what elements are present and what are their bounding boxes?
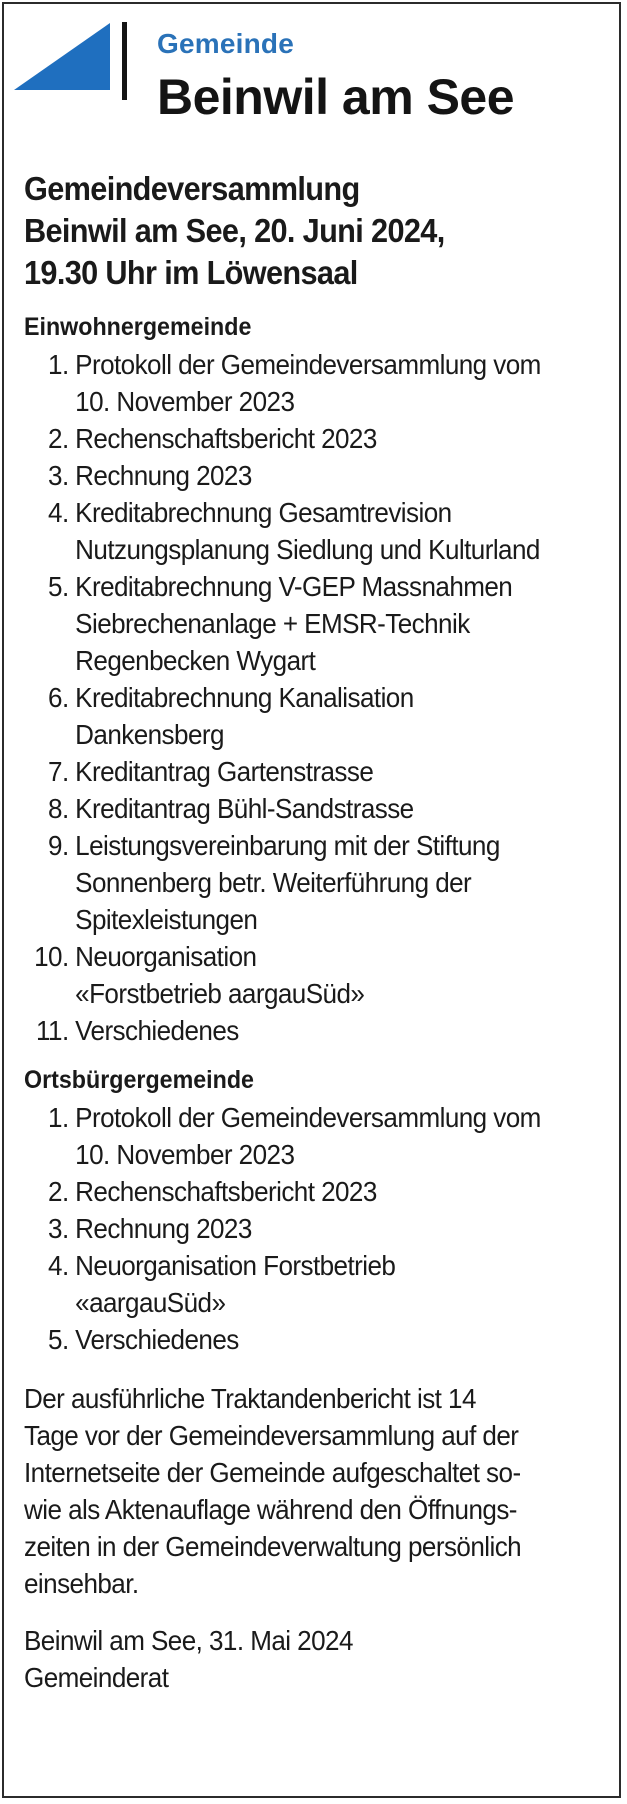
agenda-item: [24, 568, 601, 679]
agenda-list-einwohner: [24, 346, 601, 1049]
item-number: 4.: [48, 1250, 69, 1281]
paragraph-line: wie als Aktenauflage während den Öffnungs-: [24, 1494, 517, 1525]
item-text: Protokoll der Gemeindeversammlung vom: [75, 1102, 541, 1133]
notice-paragraph: [24, 1380, 601, 1602]
agenda-item: [24, 1099, 601, 1173]
item-number: 4.: [48, 497, 69, 528]
item-text: Nutzungsplanung Siedlung und Kulturland: [75, 534, 540, 565]
item-text: Kreditantrag Gartenstrasse: [75, 756, 374, 787]
logo-mark-icon: [12, 20, 137, 100]
item-number: 3.: [48, 460, 69, 491]
municipality-logo: [12, 20, 612, 130]
signature-block: [24, 1622, 601, 1696]
item-text: Leistungsvereinbarung mit der Stiftung: [75, 830, 500, 861]
item-text: Regenbecken Wygart: [75, 645, 316, 676]
item-number: 11.: [36, 1015, 69, 1046]
agenda-item: [24, 938, 601, 1012]
page-title: [24, 168, 563, 294]
item-number: 2.: [48, 1176, 69, 1207]
item-text: «Forstbetrieb aargauSüd»: [75, 978, 365, 1009]
item-number: 1.: [48, 1102, 69, 1133]
item-number: 6.: [48, 682, 69, 713]
item-text: Dankensberg: [75, 719, 224, 750]
agenda-item: [24, 790, 601, 827]
item-text: 10. November 2023: [75, 1139, 295, 1170]
agenda-item: [24, 494, 601, 568]
item-text: Kreditabrechnung Kanalisation: [75, 682, 414, 713]
item-number: 10.: [34, 941, 69, 972]
agenda-item: [24, 1321, 601, 1358]
section-heading-ortsbuergergemeinde: Ortsbürgergemeinde: [24, 1066, 254, 1094]
paragraph-line: Internetseite der Gemeinde aufgeschaltet so-: [24, 1457, 521, 1488]
item-text: «aargauSüd»: [75, 1287, 226, 1318]
item-text: Kreditabrechnung Gesamtrevision: [75, 497, 452, 528]
item-text: Rechenschaftsbericht 2023: [75, 1176, 377, 1207]
item-text: Siebrechenanlage + EMSR-Technik: [75, 608, 470, 639]
item-text: Kreditantrag Bühl-Sandstrasse: [75, 793, 414, 824]
paragraph-line: zeiten in der Gemeindeverwaltung persönlich: [24, 1531, 522, 1562]
agenda-item: [24, 1012, 601, 1049]
item-text: Rechenschaftsbericht 2023: [75, 423, 377, 454]
item-number: 5.: [48, 1324, 69, 1355]
item-text: Verschiedenes: [75, 1324, 239, 1355]
signer: Gemeinderat: [24, 1662, 169, 1693]
title-line: Beinwil am See, 20. Juni 2024,: [24, 212, 445, 249]
title-line: 19.30 Uhr im Löwensaal: [24, 254, 358, 291]
paragraph-line: Der ausführliche Traktandenbericht ist 14: [24, 1383, 476, 1414]
agenda-item: [24, 1210, 601, 1247]
item-text: Rechnung 2023: [75, 460, 252, 491]
agenda-item: [24, 1173, 601, 1210]
agenda-item: [24, 827, 601, 938]
logo-line2: Beinwil am See: [157, 69, 515, 125]
agenda-item: [24, 420, 601, 457]
item-text: 10. November 2023: [75, 386, 295, 417]
item-text: Neuorganisation Forstbetrieb: [75, 1250, 396, 1281]
item-number: 7.: [48, 756, 69, 787]
item-text: Kreditabrechnung V-GEP Massnahmen: [75, 571, 513, 602]
logo-line1: Gemeinde: [157, 28, 294, 59]
item-text: Sonnenberg betr. Weiterführung der: [75, 867, 472, 898]
title-line: Gemeindeversammlung: [24, 170, 360, 207]
agenda-item: [24, 346, 601, 420]
place-date: Beinwil am See, 31. Mai 2024: [24, 1625, 353, 1656]
item-number: 2.: [48, 423, 69, 454]
item-text: Verschiedenes: [75, 1015, 239, 1046]
item-text: Neuorganisation: [75, 941, 257, 972]
item-number: 5.: [48, 571, 69, 602]
agenda-item: [24, 753, 601, 790]
paragraph-line: Tage vor der Gemeindeversammlung auf der: [24, 1420, 519, 1451]
item-text: Protokoll der Gemeindeversammlung vom: [75, 349, 541, 380]
section-heading-einwohnergemeinde: Einwohnergemeinde: [24, 313, 252, 341]
item-number: 3.: [48, 1213, 69, 1244]
agenda-item: [24, 1247, 601, 1321]
item-number: 8.: [48, 793, 69, 824]
item-text: Rechnung 2023: [75, 1213, 252, 1244]
item-number: 9.: [48, 830, 69, 861]
item-text: Spitexleistungen: [75, 904, 258, 935]
item-number: 1.: [48, 349, 69, 380]
agenda-item: [24, 679, 601, 753]
notice-content: [24, 168, 604, 1696]
paragraph-line: einsehbar.: [24, 1568, 139, 1599]
agenda-list-ortsbuerger: [24, 1099, 601, 1358]
agenda-item: [24, 457, 601, 494]
